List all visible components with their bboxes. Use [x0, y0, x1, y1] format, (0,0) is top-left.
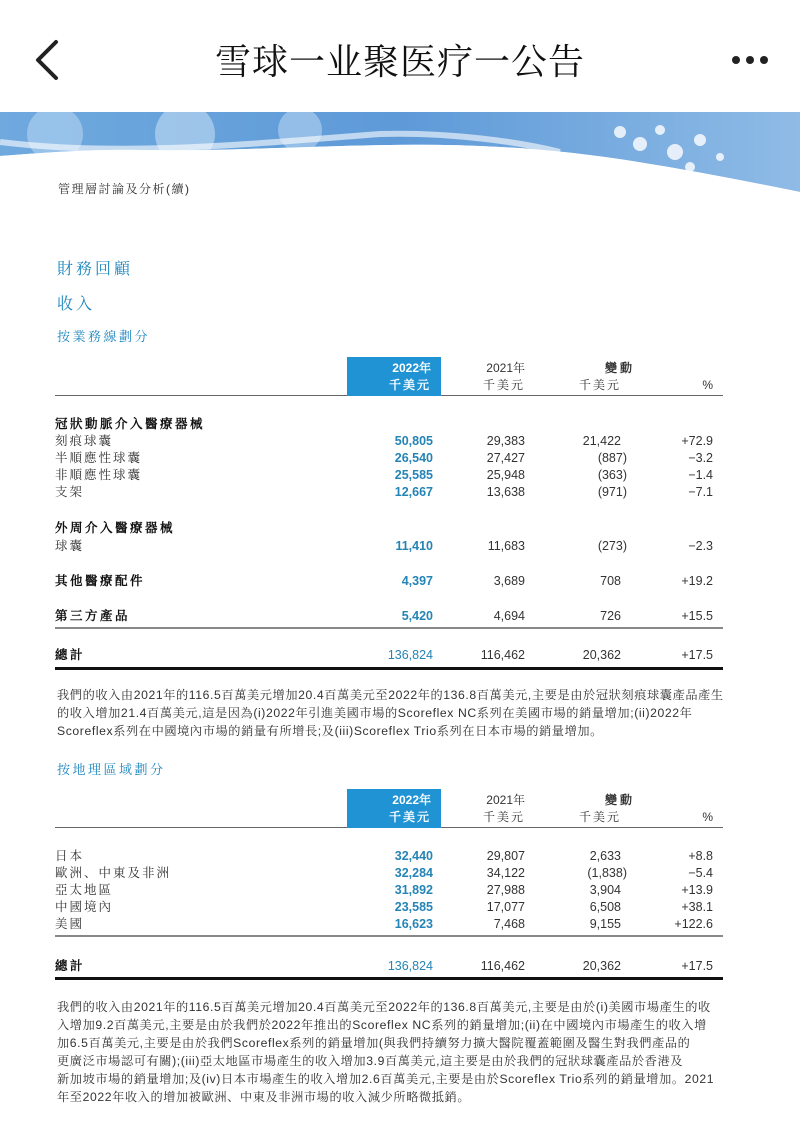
- table-bottom-rule: [55, 977, 723, 980]
- table-row: 刻痕球囊 50,805 29,383 21,422 +72.9: [55, 434, 713, 448]
- col-2021-year: 2021年: [486, 361, 525, 375]
- col-pct: %: [702, 810, 713, 824]
- paragraph-region-revenue: 我們的收入由2021年的116.5百萬美元增加20.4百萬美元至2022年的136.8百萬美元,主要是由於(i)美國市場產生的收 入增加9.2百萬美元,主要是由於我們於2022年推出的Scoreflex NC系列的銷量增加;(ii)在中國境內市場產生的收入增 加6.5百萬美元,主要是由於我們Scoreflex系列的銷量增加(與我們持續努力擴大醫院覆蓋範圍及醫生對我們產品的 更廣泛市場認可有關);(iii)亞太地區市場產生的收入增加3.9百萬美元,這主要是由於我們的冠狀球囊產品於香港及 新加坡市場的銷量增加;及(iv)日本市場產生的收入增加2.6百萬美元,主要是由於Scoreflex Trio系列的銷量增加。2021 年至2022年收入的增加被歐洲、中東及非洲市場的收入減少所略微抵銷。: [57, 1000, 715, 1104]
- col-change-unit: 千美元: [578, 810, 621, 824]
- col-2022-unit: 千美元: [388, 378, 431, 392]
- table-header: [55, 357, 723, 396]
- revenue-by-region-table: [55, 789, 723, 973]
- col-2022-unit: 千美元: [388, 810, 431, 824]
- table1-heading: 按業務線劃分: [57, 329, 151, 344]
- group-title: 外周介入醫療器械: [55, 521, 176, 535]
- table-total-row: 總計 136,824 116,462 20,362 +17.5: [55, 959, 713, 973]
- table-header: [55, 789, 723, 828]
- group-title: 冠狀動脈介入醫療器械: [55, 417, 206, 431]
- col-change: 變動: [604, 361, 635, 375]
- subsection-title: 收入: [57, 296, 96, 313]
- section-title: 財務回顧: [57, 261, 134, 278]
- col-2021-unit: 千美元: [482, 378, 525, 392]
- more-options-button[interactable]: [730, 50, 770, 70]
- paragraph-business-revenue: 我們的收入由2021年的116.5百萬美元增加20.4百萬美元至2022年的136.8百萬美元,主要是由於冠狀刻痕球囊產品產生 的收入增加21.4百萬美元,這是因為(i)2022年引進美國市場的Scoreflex NC系列在美國市場的銷量增加;(ii)2022年 Scoreflex系列在中國境內市場的銷量有所增長;及(iii)Scoreflex Trio系列在日本市場的銷量增加。: [57, 688, 724, 738]
- col-2022-year: 2022年: [392, 793, 431, 807]
- col-change: 變動: [604, 793, 635, 807]
- revenue-by-business-table: [55, 357, 723, 662]
- table-row: 日本 32,440 29,807 2,633 +8.8: [55, 849, 713, 863]
- col-2021-year: 2021年: [486, 793, 525, 807]
- table-total-row: 總計 136,824 116,462 20,362 +17.5: [55, 648, 713, 662]
- table-row: 歐洲、中東及非洲 32,284 34,122 (1,838) −5.4: [55, 866, 713, 880]
- table2-heading: 按地理區域劃分: [57, 762, 166, 777]
- top-nav-bar: [0, 0, 800, 112]
- col-2022-year: 2022年: [392, 361, 431, 375]
- table-divider: [55, 627, 723, 629]
- col-change-unit: 千美元: [578, 378, 621, 392]
- table-row: 美國 16,623 7,468 9,155 +122.6: [55, 917, 713, 931]
- table-row: 非順應性球囊 25,585 25,948 (363) −1.4: [55, 468, 713, 482]
- table-bottom-rule: [55, 667, 723, 670]
- table-row: 亞太地區 31,892 27,988 3,904 +13.9: [55, 883, 713, 897]
- breadcrumb: 管理層討論及分析(續): [58, 182, 191, 196]
- table-row: 中國境內 23,585 17,077 6,508 +38.1: [55, 900, 713, 914]
- table-row: 其他醫療配件 4,397 3,689 708 +19.2: [55, 574, 713, 588]
- table-row: 支架 12,667 13,638 (971) −7.1: [55, 485, 713, 499]
- col-2021-unit: 千美元: [482, 810, 525, 824]
- table-row: 第三方產品 5,420 4,694 726 +15.5: [55, 609, 713, 623]
- more-horizontal-icon: [732, 56, 740, 64]
- table-divider: [55, 935, 723, 937]
- more-horizontal-icon: [746, 56, 754, 64]
- page-title: 雪球一业聚医疗一公告: [214, 42, 585, 83]
- more-horizontal-icon: [760, 56, 768, 64]
- table-row: 半順應性球囊 26,540 27,427 (887) −3.2: [55, 451, 713, 465]
- table-row: 球囊 11,410 11,683 (273) −2.3: [55, 539, 713, 553]
- col-pct: %: [702, 378, 713, 392]
